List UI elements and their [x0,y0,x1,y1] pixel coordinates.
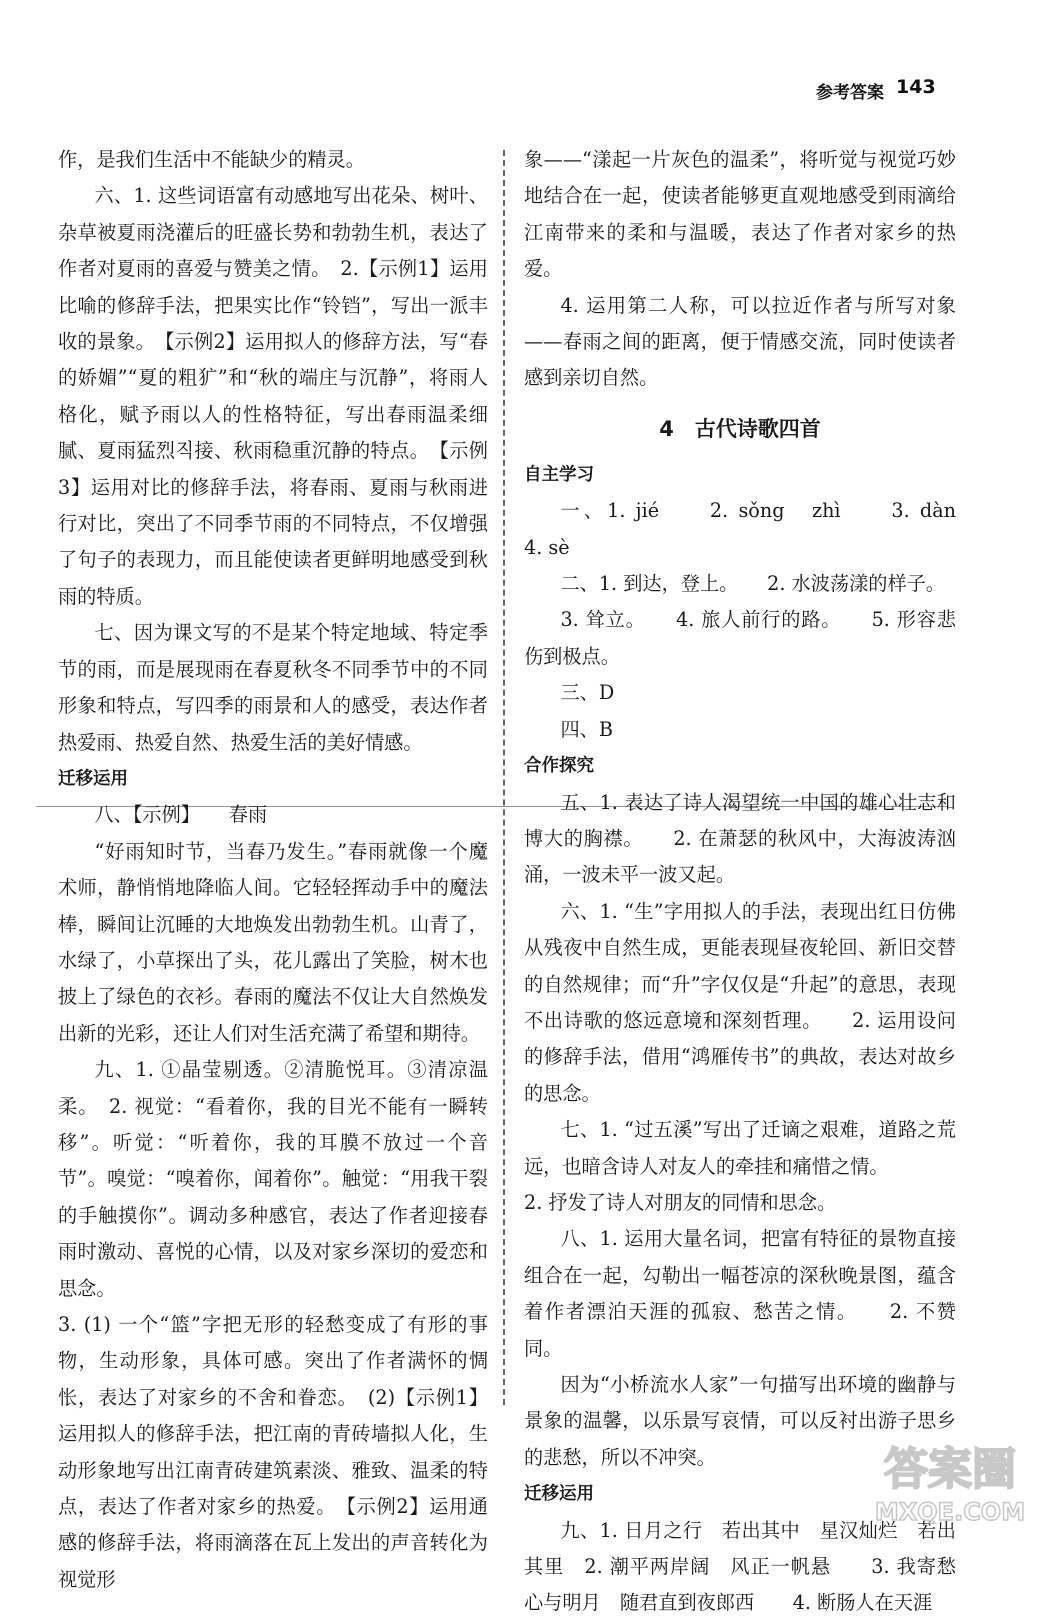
essay-paragraph: “好雨知时节，当春乃发生。”春雨就像一个魔术师，静悄悄地降临人间。它轻轻挥动手中的魔法棒，瞬间让沉睡的大地焕发出勃勃生机。山青了，水绿了，小草探出了头，花儿露出了笑脸，树木也披上了绿色的衣衫。春雨的魔法不仅让大自然焕发出新的光彩，还让人们对生活充满了希望和期待。 [58,839,488,1045]
answer-paragraph: 二、1. 到达，登上。 2. 水波荡漾的样子。 [560,572,946,596]
answer-paragraph: 一、1. jié 2. sǒng zhì 3. dàn 4. sè [524,499,995,559]
header-title: 参考答案 [816,83,884,103]
page-header [0,78,1049,108]
answer-paragraph: 因为“小桥流水人家”一句描写出环境的幽静与景象的温馨，以乐景写哀情，可以反衬出游子思乡的悲愁，所以不冲突。 [524,1373,956,1469]
section-label: 迁移运用 [58,768,128,789]
answer-paragraph: 4. 运用第二人称，可以拉近作者与所写对象——春雨之间的距离，便于情感交流，同时使读者感到亲切自然。 [524,293,956,390]
answer-paragraph: 3. 耸立。 4. 旅人前行的路。 5. 形容悲伤到极点。 [524,608,956,668]
column-divider [503,150,505,1405]
answer-paragraph: 四、B [560,717,613,741]
left-column [58,142,488,1591]
answer-paragraph: 六、1. 这些词语富有动感地写出花朵、树叶、杂草被夏雨浇灌后的旺盛长势和勃勃生机，表达了作者对夏雨的喜爱与赞美之情。 2.【示例1】运用比喻的修辞手法，把果实比作“铃铛”，写出一派丰收的景象。 【示例2】运用拟人的修辞方法，写“春的娇媚”“夏的粗犷”和“秋的端庄与沉静”，将雨人格化，赋予雨以人的性格特征，写出春雨温柔细腻、夏雨猛烈직接、秋雨稳重沉静的特点。 【示例3】运用对比的修辞手法，将春雨、夏雨与秋雨进行对比，突出了不同季节雨的不同特点，不仅增强了句子的表现力，而且能使读者更鲜明地感受到秋雨的特质。 [58,184,488,608]
watermark-domain: MXQE.COM [874,1498,1026,1526]
watermark-logo [870,1432,1030,1528]
answer-paragraph: 九、1. ①晶莹剔透。②清脆悦耳。③清凉温柔。 2. 视觉：“看着你，我的目光不能有一瞬转移”。听觉：“听着你，我的耳膜不放过一个音节”。嗅觉：“嗅着你，闻着你”。触觉：“用我干裂的手触摸你”。调动多种感官，表达了作者迎接春雨时激动、喜悦的心情，以及对家乡深切的爱恋和思念。 [58,1058,488,1300]
answer-paragraph: 六、1. “生”字用拟人的手法，表现出红日仿佛从残夜中自然生成，更能表现昼夜轮回、新旧交替的自然规律；而“升”字仅仅是“升起”的意思，表现不出诗歌的悠远意境和深刻哲理。 2. 运用设问的修辞手法，借用“鸿雁传书”的典故，表达对故乡的思念。 [524,899,956,1105]
answer-paragraph: 作，是我们生活中不能缺少的精灵。 [58,148,365,171]
section-label: 自主学习 [524,464,594,485]
answer-paragraph: 八、【示例】 春雨 [94,803,268,827]
answer-paragraph: 七、因为课文写的不是某个特定地域、特定季节的雨，而是展现雨在春夏秋冬不同季节中的不同形象和特点，写四季的雨景和人的感受，表达作者热爱雨、热爱自然、热爱生活的美好情感。 [58,621,488,754]
lesson-heading: 4 古代诗歌四首 [659,416,821,441]
page-number: 143 [896,76,936,98]
answer-paragraph: 3. (1) 一个“篮”字把无形的轻愁变成了有形的事物，生动形象，具体可感。突出了作者满怀的惆怅，表达了对家乡的不舍和眷恋。 (2)【示例1】运用拟人的修辞手法，把江南的青砖墙拟人化，生动形象地写出江南青砖建筑素淡、雅致、温柔的特点，表达了作者对家乡的热爱。 【示例2】运用通感的修辞手法，将雨滴落在瓦上发出的声音转化为视觉形 [58,1313,488,1591]
section-label: 合作探究 [524,756,594,777]
answer-paragraph: 三、D [560,681,615,705]
answer-paragraph: 七、1. “过五溪”写出了迁谪之艰难，道路之荒远，也暗含诗人对友人的牵挂和痛惜之情。 [524,1118,956,1178]
section-label: 迁移运用 [524,1484,594,1505]
answer-paragraph: 八、1. 运用大量名词，把富有特征的景物直接组合在一起，勾勒出一幅苍凉的深秋晚景图，蕴含着作者漂泊天涯的孤寂、愁苦之情。 2. 不赞同。 [524,1227,956,1360]
answer-paragraph: 象——“漾起一片灰色的温柔”，将听觉与视觉巧妙地结合在一起，使读者能够更直观地感受到雨滴给江南带来的柔和与温暖，表达了作者对家乡的热爱。 [524,148,956,281]
answer-paragraph: 五、1. 表达了诗人渴望统一中国的雄心壮志和博大的胸襟。 2. 在萧瑟的秋风中，大海波涛汹涌，一波未平一波又起。 [524,790,956,887]
answer-paragraph: 九、1. 日月之行 若出其中 星汉灿烂 若出其里 2. 潮平两岸阔 风正一帆悬 3. 我寄愁心与明月 随君直到夜郎西 4. 断肠人在天涯 [524,1518,956,1615]
watermark-text: 答案圈 [884,1444,1016,1495]
answer-paragraph: 2. 抒发了诗人对朋友的同情和思念。 [524,1190,837,1214]
